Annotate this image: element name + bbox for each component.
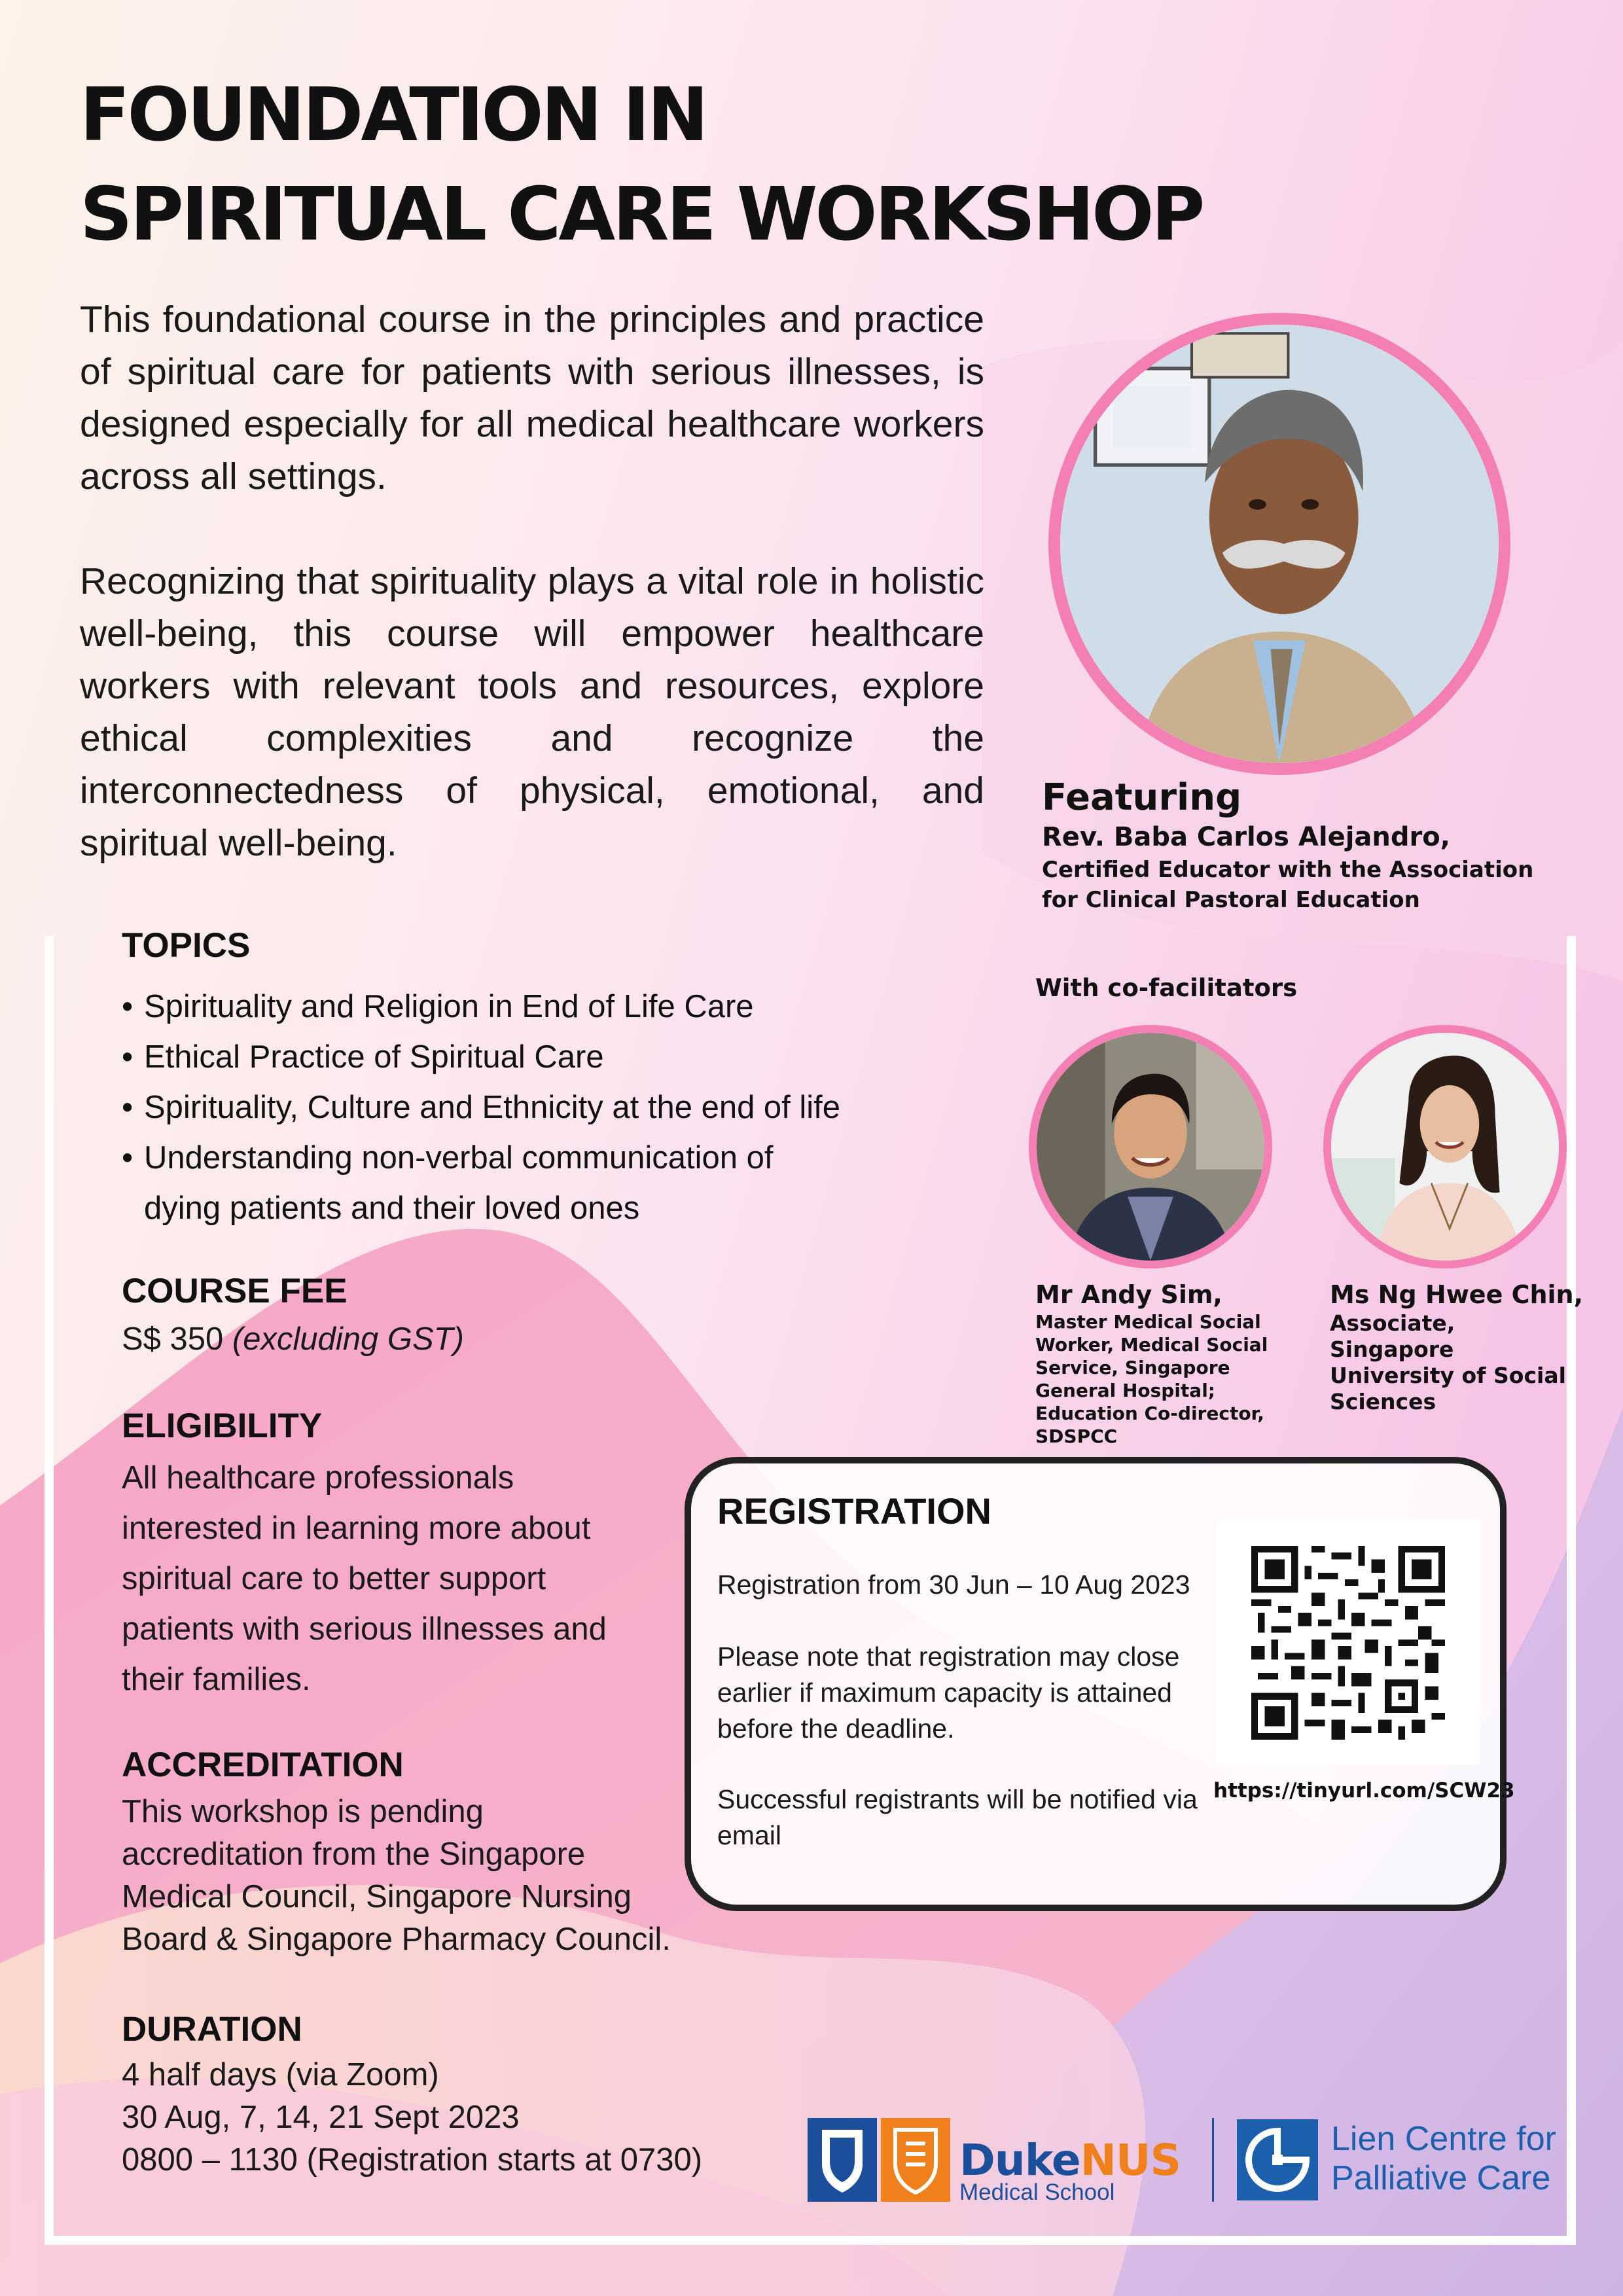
lien-centre-logo-icon bbox=[1237, 2119, 1318, 2200]
registration-url-link[interactable]: https://tinyurl.com/SCW23 bbox=[1213, 1779, 1515, 1803]
lien-line-1: Lien Centre for bbox=[1331, 2120, 1556, 2158]
topic-item bbox=[122, 1133, 840, 1234]
duration-heading: DURATION bbox=[122, 2010, 302, 2049]
topics-list bbox=[122, 982, 840, 1234]
logo-divider bbox=[1212, 2118, 1214, 2202]
title-line-2: SPIRITUAL CARE WORKSHOP bbox=[80, 172, 1203, 257]
title-line-1: FOUNDATION IN bbox=[80, 73, 706, 158]
duke-text: Duke bbox=[959, 2135, 1080, 2185]
accreditation-line: Board & Singapore Pharmacy Council. bbox=[122, 1922, 671, 1957]
lien-centre-logo-text bbox=[1331, 2119, 1556, 2198]
featured-facilitator-photo bbox=[1048, 313, 1510, 775]
duration-line: 0800 – 1130 (Registration starts at 0730) bbox=[122, 2142, 703, 2178]
intro-paragraph-1: This foundational course in the principles and practice of spiritual care for patients with serious illnesses, is designed especially for all medical healthcare workers across all settings. bbox=[80, 298, 984, 497]
course-fee-value bbox=[122, 1321, 464, 1357]
accreditation-heading: ACCREDITATION bbox=[122, 1746, 404, 1784]
accreditation-line: accreditation from the Singapore bbox=[122, 1837, 586, 1872]
lien-line-2: Palliative Care bbox=[1331, 2159, 1551, 2197]
featured-facilitator-name: Rev. Baba Carlos Alejandro, bbox=[1042, 822, 1450, 852]
accreditation-line: This workshop is pending bbox=[122, 1794, 484, 1829]
registration-heading: REGISTRATION bbox=[717, 1490, 991, 1532]
co-facilitator-2-photo bbox=[1323, 1025, 1567, 1268]
duke-nus-logo-text bbox=[959, 2135, 1181, 2185]
eligibility-line: All healthcare professionals bbox=[122, 1460, 514, 1496]
page-title bbox=[80, 65, 1202, 264]
topic-item: • Spirituality, Culture and Ethnicity at the end of life bbox=[122, 1083, 840, 1133]
topic-item-line-2: dying patients and their loved ones bbox=[144, 1191, 640, 1226]
eligibility-line: spiritual care to better support bbox=[122, 1561, 546, 1596]
duration-line: 30 Aug, 7, 14, 21 Sept 2023 bbox=[122, 2100, 520, 2135]
co-facilitator-2-description: Associate, Singapore University of Social Sciences bbox=[1330, 1310, 1566, 1414]
course-fee-amount: S$ 350 bbox=[122, 1321, 224, 1357]
eligibility-heading: ELIGIBILITY bbox=[122, 1407, 323, 1445]
accreditation-text bbox=[122, 1791, 671, 1961]
registration-capacity-note: Please note that registration may close earlier if maximum capacity is attained before the deadline. bbox=[717, 1641, 1180, 1744]
duke-nus-subtitle: Medical School bbox=[959, 2179, 1115, 2205]
qr-code-graphic bbox=[1251, 1546, 1445, 1740]
registration-period: Registration from 30 Jun – 10 Aug 2023 bbox=[717, 1570, 1190, 1600]
intro-text bbox=[80, 293, 984, 922]
duke-nus-crest-icon bbox=[808, 2118, 950, 2202]
course-fee-note: (excluding GST) bbox=[232, 1321, 464, 1357]
topics-heading: TOPICS bbox=[122, 926, 251, 965]
eligibility-text bbox=[122, 1453, 607, 1705]
nus-text: NUS bbox=[1080, 2135, 1181, 2185]
featuring-heading: Featuring bbox=[1042, 776, 1242, 819]
duration-line: 4 half days (via Zoom) bbox=[122, 2057, 439, 2092]
duration-text bbox=[122, 2054, 702, 2181]
co-facilitator-1-description: Master Medical Social Worker, Medical Social Service, Singapore General Hospital; Education Co-director, SDSPCC bbox=[1035, 1311, 1268, 1447]
co-facilitator-1-photo bbox=[1029, 1025, 1272, 1268]
eligibility-line: patients with serious illnesses and bbox=[122, 1611, 607, 1647]
qr-code[interactable] bbox=[1216, 1520, 1480, 1765]
eligibility-line: their families. bbox=[122, 1662, 311, 1697]
eligibility-line: interested in learning more about bbox=[122, 1511, 591, 1546]
topic-item: • Spirituality and Religion in End of Life Care bbox=[122, 982, 840, 1032]
course-fee-heading: COURSE FEE bbox=[122, 1272, 348, 1310]
topic-item-line-1: Understanding non-verbal communication of bbox=[144, 1140, 774, 1175]
accreditation-line: Medical Council, Singapore Nursing bbox=[122, 1879, 632, 1914]
featured-facilitator-description: Certified Educator with the Association for Clinical Pastoral Education bbox=[1042, 857, 1534, 913]
co-facilitators-heading: With co-facilitators bbox=[1035, 974, 1298, 1002]
intro-paragraph-2: Recognizing that spirituality plays a vital role in holistic well-being, this course will empower healthcare workers with relevant tools and resources, explore ethical complexities and recognize the interconnectedness of physical, emotional, and spiritual well-being. bbox=[80, 560, 984, 864]
co-facilitator-2-name: Ms Ng Hwee Chin, bbox=[1330, 1280, 1584, 1309]
co-facilitator-1-name: Mr Andy Sim, bbox=[1035, 1280, 1222, 1309]
registration-notify: Successful registrants will be notified via email bbox=[717, 1784, 1198, 1850]
topic-item: • Ethical Practice of Spiritual Care bbox=[122, 1032, 840, 1083]
